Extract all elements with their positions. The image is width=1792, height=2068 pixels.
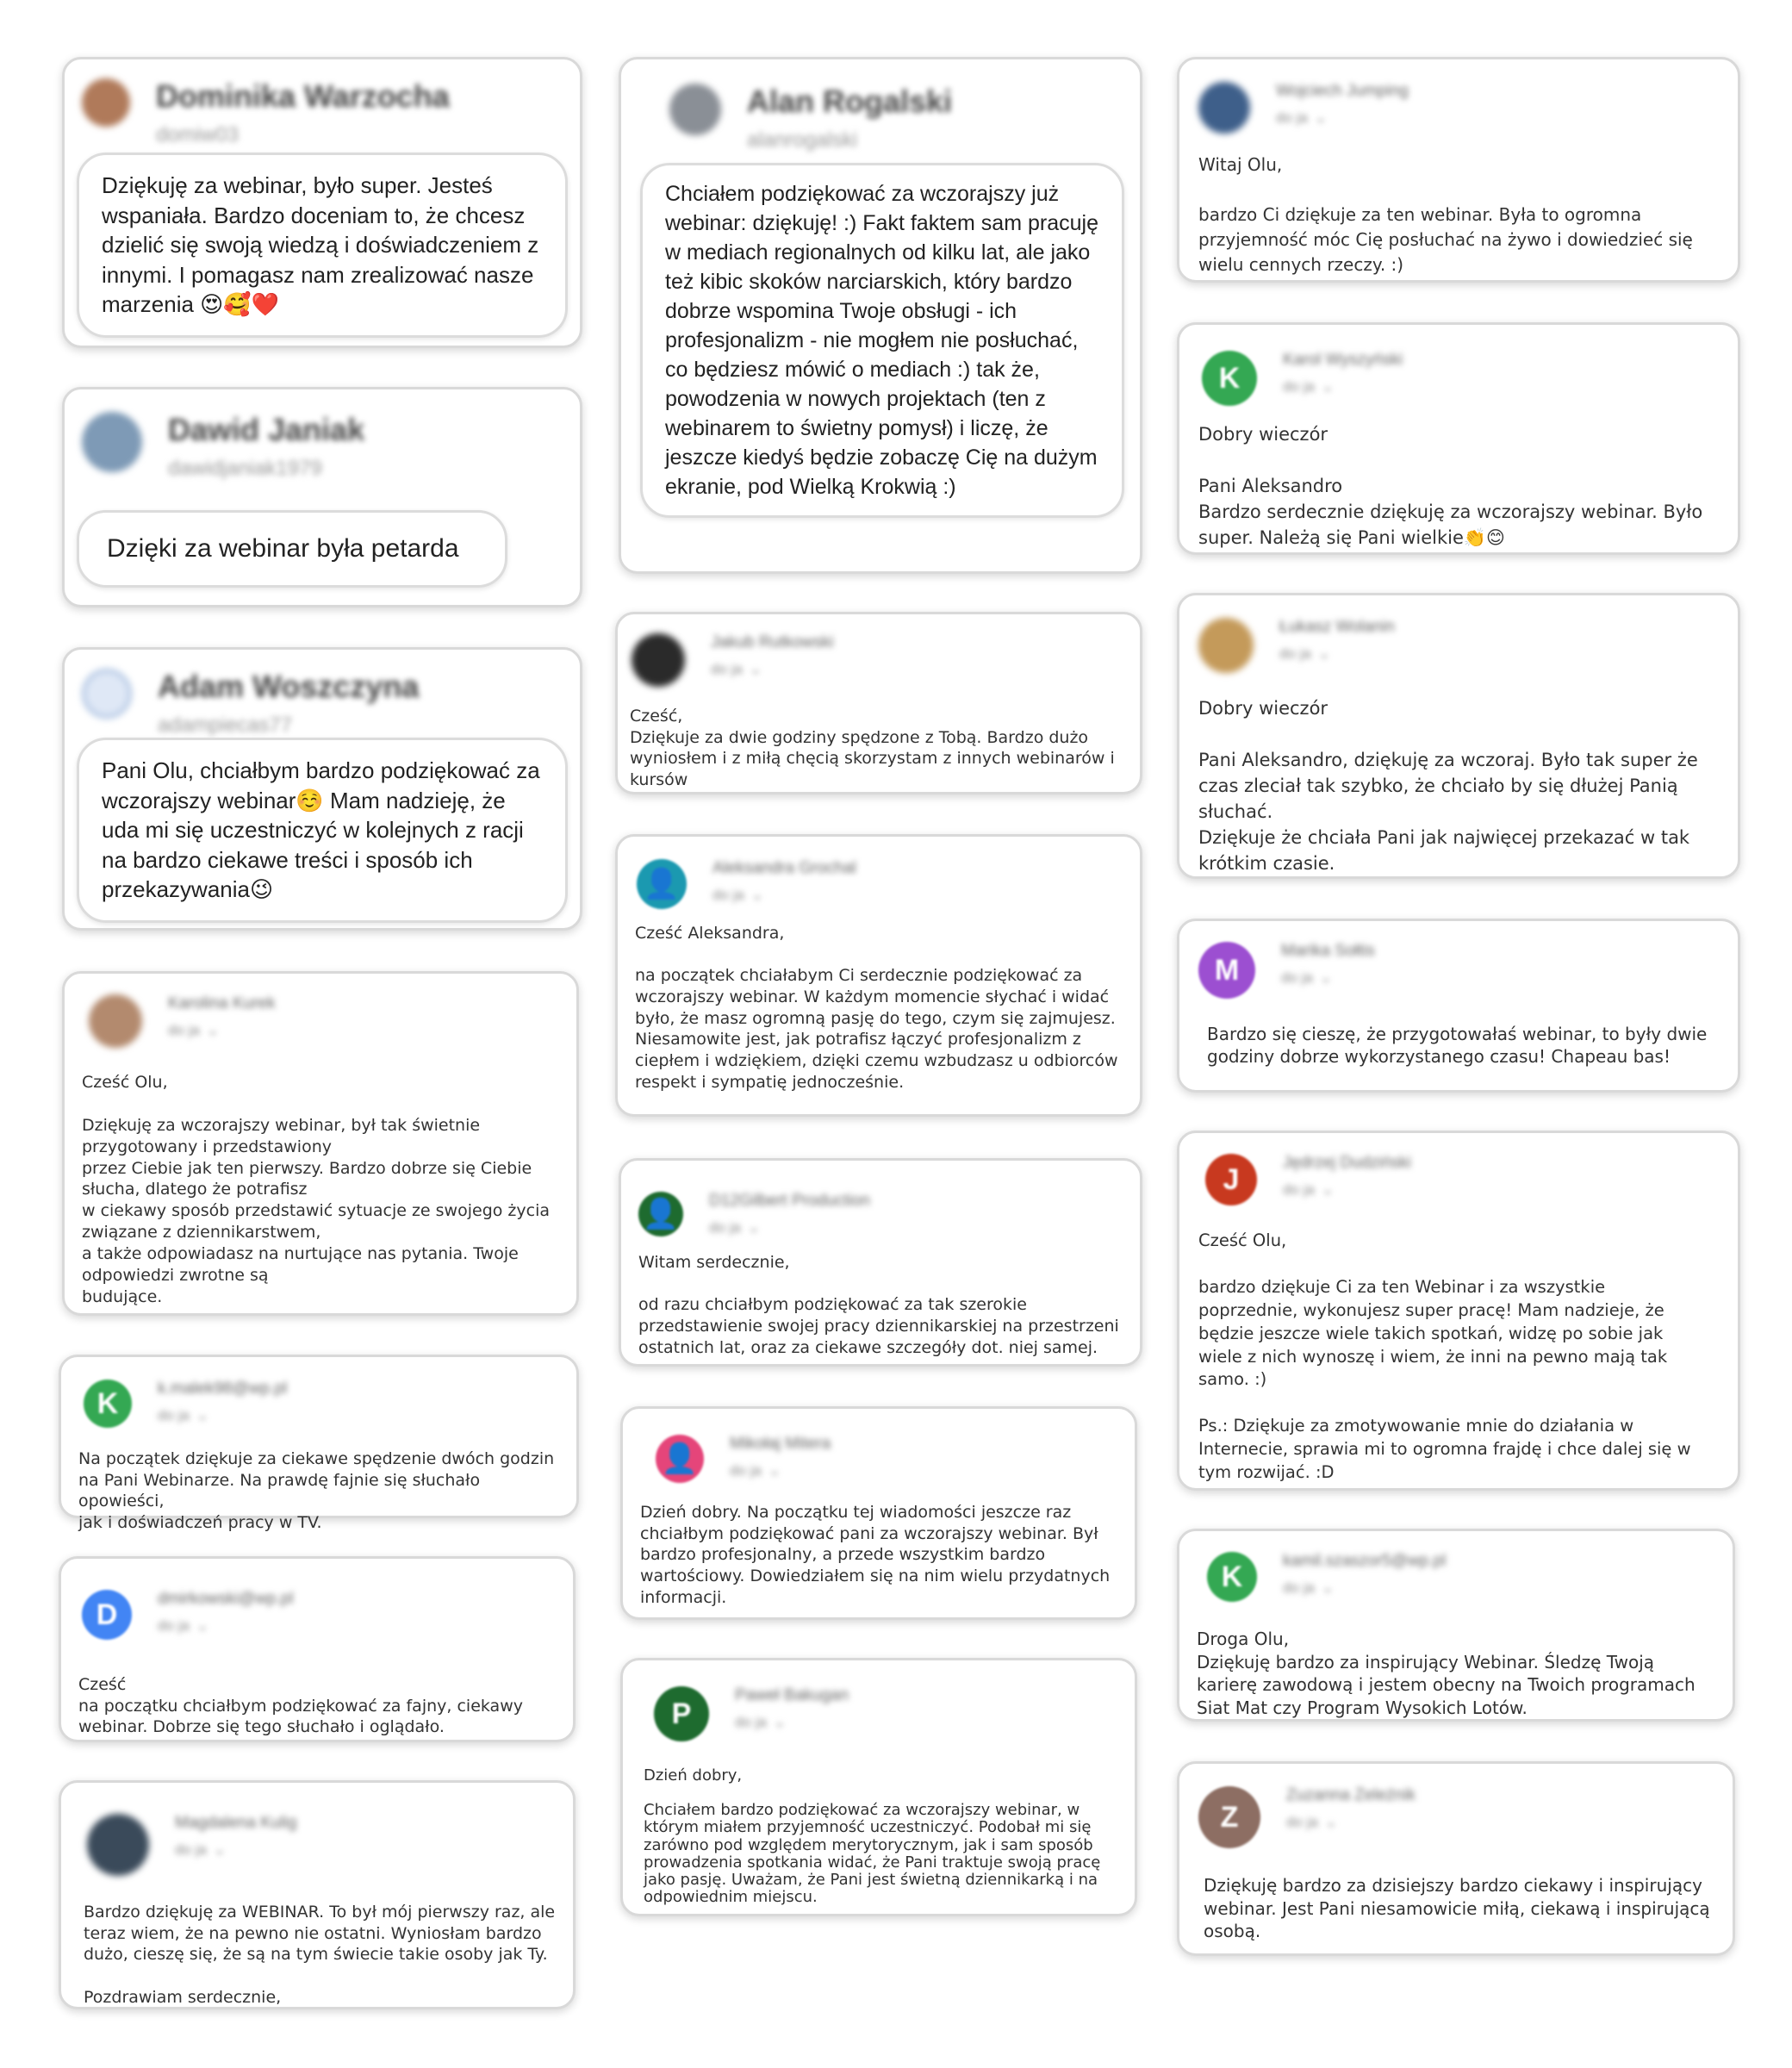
recipient-line: do ja ⌄	[168, 1022, 220, 1038]
recipient-line: do ja ⌄	[1286, 1814, 1338, 1830]
sender-name: Paweł Bakugan	[735, 1686, 849, 1704]
email-card	[615, 612, 1142, 794]
chevron-down-icon[interactable]: ⌄	[750, 887, 764, 903]
avatar	[669, 84, 721, 135]
sender-name: Aleksandra Grochal	[712, 859, 856, 877]
chevron-down-icon[interactable]: ⌄	[206, 1022, 220, 1038]
sender-handle: domiw03	[156, 123, 240, 146]
recipient-line: do ja ⌄	[158, 1407, 209, 1423]
email-body: Cześć Aleksandra, na początek chciałabym Ci serdecznie podziękować za wczorajszy webinar. W każdym momencie słychać i widać było, że masz ogromną pasję do tego, czym się zajmujesz. Niesamowite jest, jak potrafisz łączyć profesjonalizm z ciepłem i wdziękiem, dzięki czemu wzbudzasz u odbiorców respekt i sympatię jednocześnie.	[635, 924, 1118, 1092]
email-card	[620, 1406, 1137, 1620]
chevron-down-icon[interactable]: ⌄	[213, 1841, 227, 1858]
email-body: Dzień dobry, Chciałem bardzo podziękować za wczorajszy webinar, w którym miałem przyjemność uczestniczyć. Podobał mi się zarówno pod względem merytorycznym, jak i sam sposób prowadzenia spotkania widać, że Pani traktuje swoją pracę jako pasję. Uważam, że Pani jest świetną dziennikarką i na odpowiednim miejscu.	[644, 1766, 1101, 1907]
email-body: Dobry wieczór Pani Aleksandro Bardzo serdecznie dziękuję za wczorajszy webinar. Było super. Należą się Pani wielkie👏😊	[1198, 424, 1703, 549]
card-header	[82, 669, 419, 738]
email-body: Dziękuję bardzo za dzisiejszy bardzo ciekawy i inspirujący webinar. Jest Pani niesamowicie miłą, ciekawą i inspirującą osobą.	[1204, 1875, 1710, 1942]
recipient-line: do ja ⌄	[709, 1219, 761, 1236]
avatar: K	[1207, 1552, 1257, 1602]
sender-name: Karolina Kurek	[168, 994, 276, 1012]
email-body: Bardzo dziękuję za WEBINAR. To był mój pierwszy raz, ale teraz wiem, że na pewno nie ostatni. Wyniosłam bardzo dużo, cieszę się, że są na tym świecie takie osoby jak Ty. Pozdrawiam serdecznie,	[84, 1903, 556, 2007]
email-body: Cześć na początku chciałbym podziękować za fajny, ciekawy webinar. Dobrze się tego słuchało i oglądało.	[78, 1675, 523, 1737]
recipient-line: do ja ⌄	[1281, 969, 1333, 986]
recipient-line: do ja ⌄	[1283, 1181, 1335, 1198]
card-header	[1198, 82, 1409, 134]
card-header	[656, 1435, 831, 1483]
chevron-down-icon[interactable]: ⌄	[1321, 1579, 1335, 1596]
avatar: 👤	[638, 1192, 683, 1236]
avatar	[89, 994, 142, 1048]
sender-name: Zuzanna Żeleźnik	[1286, 1786, 1416, 1804]
recipient-line: do ja ⌄	[711, 661, 762, 677]
avatar	[87, 1814, 149, 1876]
comment-card	[619, 57, 1142, 574]
email-body: Bardzo się cieszę, że przygotowałaś webinar, to były dwie godziny dobrze wykorzystanego czasu! Chapeau bas!	[1207, 1024, 1708, 1067]
card-header	[638, 1192, 870, 1236]
card-header	[87, 1814, 297, 1876]
recipient-line: do ja ⌄	[175, 1841, 227, 1858]
avatar	[1198, 82, 1250, 134]
card-header	[82, 412, 364, 481]
sender-name: kamil.szaszor5@wp.pl	[1283, 1552, 1447, 1570]
email-body: Cześć, Dziękuje za dwie godziny spędzone z Tobą. Bardzo dużo wyniosłem i z miłą chęcią skorzystam z innych webinarów i kursów	[630, 707, 1115, 790]
email-card	[62, 971, 579, 1316]
card-header	[1198, 618, 1395, 673]
chevron-down-icon[interactable]: ⌄	[747, 1219, 761, 1236]
email-body: Dzień dobry. Na początku tej wiadomości jeszcze raz chciałbym podziękować pani za wczorajszy webinar. Był bardzo profesjonalny, a przede wszystkim bardzo wartościowy. Dowiedziałem się na nim wielu przydatnych informacji.	[640, 1503, 1111, 1607]
chevron-down-icon[interactable]: ⌄	[773, 1714, 787, 1730]
email-card	[1177, 1131, 1740, 1491]
sender-name: k.malek98@wp.pl	[158, 1380, 288, 1398]
sender-name: Magdalena Kulig	[175, 1814, 297, 1832]
card-header	[1202, 351, 1403, 406]
card-header	[82, 1590, 294, 1640]
avatar: M	[1198, 942, 1255, 999]
card-header	[1198, 942, 1375, 999]
recipient-line: do ja ⌄	[1279, 645, 1331, 662]
avatar: 👤	[656, 1435, 704, 1483]
sender-name: Jędrzej Dudziński	[1283, 1154, 1411, 1172]
comment-bubble: Chciałem podziękować za wczorajszy już webinar: dziękuję! :) Fakt faktem sam pracuję w mediach regionalnych od kilku lat, ale jako też kibic skoków narciarskich, który bardzo dobrze wspomina Twoje obsługi - ich profesjonalizm - nie mogłem nie posłuchać, co będziesz mówić o mediach :) tak że, powodzenia w nowych projektach (ten z webinarem to świetny pomysł) i liczę, że jeszcze kiedyś będzie zobaczę Cię na dużym ekranie, pod Wielką Krokwią :)	[640, 163, 1124, 518]
avatar: Z	[1198, 1786, 1260, 1848]
sender-name: dmirkowski@wp.pl	[158, 1590, 294, 1608]
comment-card	[62, 387, 582, 607]
card-header	[84, 1380, 287, 1428]
sender-name: Marika Sołtis	[1281, 942, 1375, 960]
email-card	[1177, 919, 1740, 1093]
sender-name: Adam Woszczyna	[158, 669, 420, 704]
avatar	[82, 78, 130, 127]
recipient-line: do ja ⌄	[730, 1462, 781, 1479]
chevron-down-icon[interactable]: ⌄	[196, 1617, 209, 1634]
recipient-line: do ja ⌄	[158, 1617, 209, 1634]
email-card	[59, 1556, 576, 1742]
card-header	[669, 84, 952, 153]
comment-card	[62, 57, 582, 348]
email-card	[1177, 593, 1740, 879]
comment-bubble: Dzięki za webinar była petarda	[77, 510, 507, 588]
sender-name: Mikołaj Mitera	[730, 1435, 831, 1453]
recipient-line: do ja ⌄	[1276, 109, 1328, 126]
email-card	[619, 1158, 1142, 1367]
sender-name: Łukasz Wolanin	[1279, 618, 1395, 636]
sender-name: Alan Rogalski	[747, 84, 953, 119]
card-header	[82, 78, 450, 147]
email-card	[1177, 57, 1740, 283]
avatar	[1198, 618, 1254, 673]
card-header	[637, 859, 856, 909]
avatar	[82, 412, 142, 472]
card-header	[632, 633, 834, 687]
avatar	[82, 669, 132, 719]
email-body: Droga Olu, Dziękuję bardzo za inspirujący Webinar. Śledzę Twoją karierę zawodową i jestem obecny na Twoich programach Siat Mat czy Program Wysokich Lotów.	[1197, 1629, 1696, 1718]
email-card	[1177, 1761, 1735, 1956]
email-card	[59, 1780, 576, 2009]
card-header	[1198, 1786, 1416, 1848]
recipient-line: do ja ⌄	[712, 887, 764, 903]
sender-handle: adampiecas77	[158, 713, 293, 737]
sender-name: Karol Wyszyński	[1283, 351, 1403, 369]
card-header	[1205, 1154, 1411, 1205]
chevron-down-icon[interactable]: ⌄	[1324, 1814, 1338, 1830]
card-header	[89, 994, 276, 1048]
chevron-down-icon[interactable]: ⌄	[1319, 969, 1333, 986]
card-header	[654, 1686, 849, 1741]
email-body: Dobry wieczór Pani Aleksandro, dziękuję za wczoraj. Było tak super że czas zleciał tak szybko, że chciało by się dłużej Panią słuchać. Dziękuje że chciała Pani jak najwięcej przekazać w tak krótkim czasie.	[1198, 698, 1698, 875]
comment-bubble: Pani Olu, chciałbym bardzo podziękować za wczorajszy webinar☺️ Mam nadzieję, że uda mi się uczestniczyć w kolejnych z racji na bardzo ciekawe treści i sposób ich przekazywania😉	[77, 738, 568, 923]
email-card	[59, 1355, 579, 1533]
avatar: K	[84, 1380, 132, 1428]
avatar: P	[654, 1686, 709, 1741]
avatar: 👤	[637, 859, 687, 909]
sender-name: Jakub Rutkowski	[711, 633, 834, 651]
chevron-down-icon[interactable]: ⌄	[196, 1407, 209, 1423]
email-card	[1177, 322, 1740, 555]
sender-name: Dawid Janiak	[168, 412, 365, 447]
card-header	[1207, 1552, 1446, 1602]
email-card	[620, 1658, 1137, 1916]
chevron-down-icon[interactable]: ⌄	[768, 1462, 781, 1479]
comment-card	[62, 647, 582, 931]
sender-name: Dominika Warzocha	[156, 78, 450, 114]
sender-handle: dawidjaniak1979	[168, 457, 322, 480]
email-body: Cześć Olu, bardzo dziękuje Ci za ten Webinar i za wszystkie poprzednie, wykonujesz super pracę! Mam nadzieje, że będzie jeszcze wiele takich spotkań, widzę po sobie jak wiele z nich wynoszę i wiem, że inni na pewno mają tak samo. :) Ps.: Dziękuje za zmotywowanie mnie do działania w Internecie, sprawia mi to ogromna frajdę i chce dalej się w tym rozwijać. :D	[1198, 1230, 1691, 1483]
email-body: Witaj Olu, bardzo Ci dziękuje za ten webinar. Była to ogromna przyjemność móc Cię posłuchać na żywo i dowiedzieć się wielu cennych rzeczy. :)	[1198, 154, 1693, 275]
email-body: Na początek dziękuje za ciekawe spędzenie dwóch godzin na Pani Webinarze. Na prawdę fajnie się słuchało opowieści, jak i doświadczeń pracy w TV.	[78, 1449, 555, 1533]
email-body: Cześć Olu, Dziękuję za wczorajszy webinar, był tak świetnie przygotowany i przedstawiony przez Ciebie jak ten pierwszy. Bardzo dobrze się Ciebie słucha, dlatego że potrafisz w ciekawy sposób przedstawić sytuacje ze swojego życia związane z dziennikarstwem, a także odpowiadasz na nurtujące nas pytania. Twoje odpowiedzi zwrotne są budujące.	[82, 1073, 551, 1306]
chevron-down-icon[interactable]: ⌄	[749, 661, 762, 677]
avatar: D	[82, 1590, 132, 1640]
chevron-down-icon[interactable]: ⌄	[1317, 645, 1331, 662]
comment-bubble: Dziękuję za webinar, było super. Jesteś wspaniała. Bardzo doceniam to, że chcesz dzielić się swoją wiedzą i doświadczeniem z innymi. I pomagasz nam zrealizować nasze marzenia 😍🥰❤️	[77, 153, 568, 338]
avatar: J	[1205, 1154, 1257, 1205]
email-body: Witam serdecznie, od razu chciałbym podziękować za tak szerokie przedstawienie swojej pracy dziennikarskiej na przestrzeni ostatnich lat, oraz za ciekawe szczegóły dot. niej samej.	[638, 1253, 1119, 1357]
recipient-line: do ja ⌄	[1283, 378, 1335, 395]
email-card	[615, 834, 1142, 1117]
chevron-down-icon[interactable]: ⌄	[1321, 1181, 1335, 1198]
recipient-line: do ja ⌄	[735, 1714, 787, 1730]
sender-handle: alanrogalski	[747, 128, 858, 152]
sender-name: Wojciech Jumping	[1276, 82, 1409, 100]
sender-name: D12Gilbert Production	[709, 1192, 870, 1210]
recipient-line: do ja ⌄	[1283, 1579, 1335, 1596]
avatar: K	[1202, 351, 1257, 406]
chevron-down-icon[interactable]: ⌄	[1321, 378, 1335, 395]
chevron-down-icon[interactable]: ⌄	[1314, 109, 1328, 126]
avatar	[632, 633, 685, 687]
email-card	[1177, 1529, 1735, 1722]
